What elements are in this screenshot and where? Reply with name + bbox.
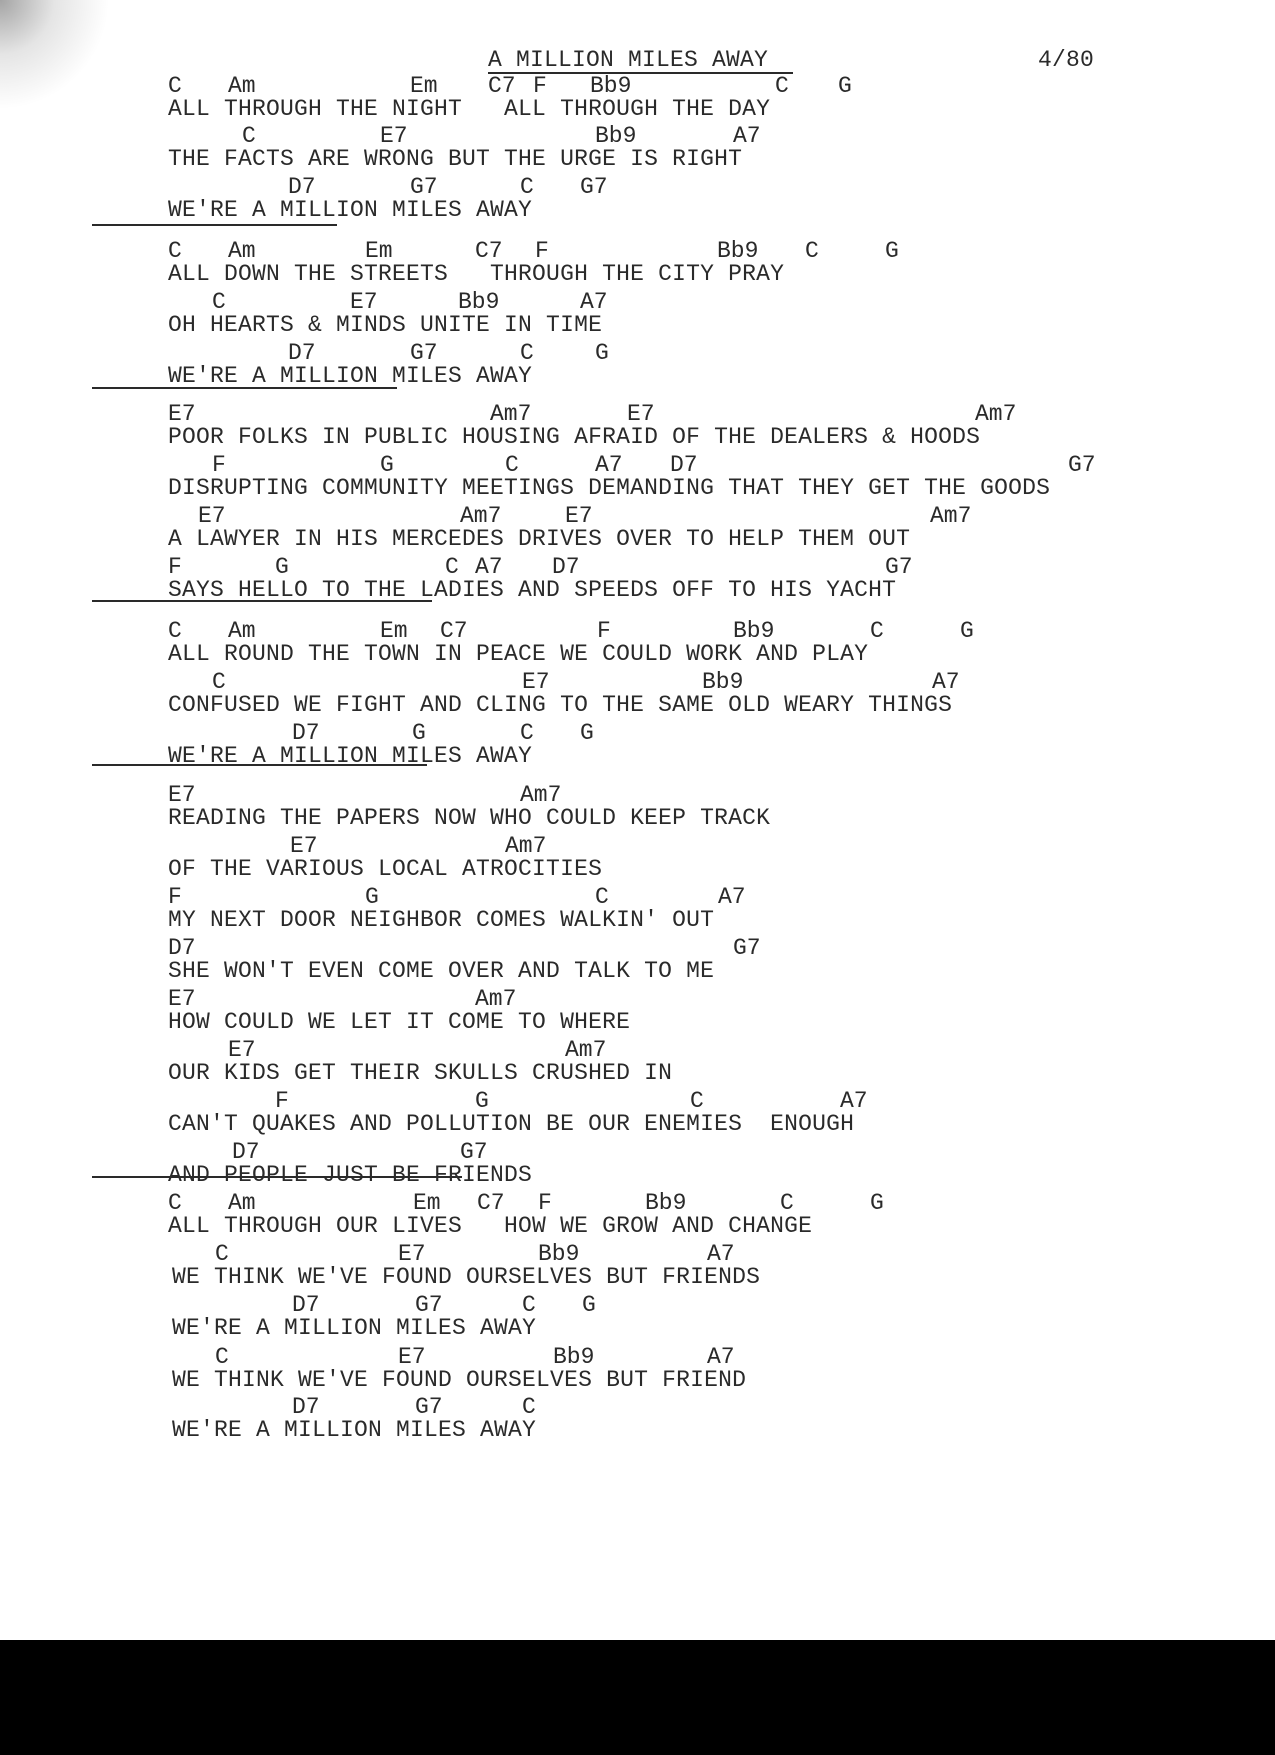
chord-symbol: F — [275, 1088, 289, 1114]
chord-symbol: D7 — [552, 554, 580, 580]
lyric-line: OH HEARTS & MINDS UNITE IN TIME — [168, 312, 603, 338]
lyric-line: WE'RE A MILLION MILES AWAY — [172, 1315, 537, 1341]
chord-symbol: G — [475, 1088, 489, 1114]
chord-symbol: C — [870, 618, 884, 644]
lyric-line: WE'RE A MILLION MILES AWAY — [168, 197, 533, 223]
chord-symbol: G — [380, 452, 394, 478]
chord-symbol: C — [520, 720, 534, 746]
chord-symbol: A7 — [707, 1344, 735, 1370]
chord-symbol: Em — [410, 73, 438, 99]
chord-symbol: Am7 — [930, 503, 972, 529]
scan-edge-speckle — [0, 0, 110, 110]
chord-symbol: G7 — [415, 1394, 443, 1420]
scan-bottom-band — [0, 1640, 1275, 1755]
lyric-line: ALL THROUGH THE NIGHT ALL THROUGH THE DAY — [168, 96, 771, 122]
chord-symbol: F — [533, 73, 547, 99]
chord-symbol: C — [522, 1394, 536, 1420]
chord-symbol: Em — [413, 1190, 441, 1216]
chord-symbol: Am — [228, 73, 256, 99]
chord-symbol: G — [275, 554, 289, 580]
chord-symbol: D7 — [168, 935, 196, 961]
section-rule — [92, 224, 337, 226]
chord-symbol: G7 — [580, 174, 608, 200]
lyric-line: ALL ROUND THE TOWN IN PEACE WE COULD WORK AND PLAY — [168, 641, 869, 667]
section-rule — [92, 764, 427, 766]
chord-symbol: D7 — [670, 452, 698, 478]
page-mark: 4/80 — [1038, 47, 1095, 73]
chord-symbol: D7 — [292, 1394, 320, 1420]
lyric-line: OUR KIDS GET THEIR SKULLS CRUSHED IN — [168, 1060, 673, 1086]
lyric-line: SAYS HELLO TO THE LADIES AND SPEEDS OFF TO HIS YACHT — [168, 577, 897, 603]
chord-symbol: A7 — [718, 884, 746, 910]
chord-symbol: G7 — [410, 174, 438, 200]
lyric-line: MY NEXT DOOR NEIGHBOR COMES WALKIN' OUT — [168, 907, 715, 933]
chord-symbol: E7 — [350, 289, 378, 315]
chord-symbol: C — [168, 238, 182, 264]
chord-symbol: D7 — [288, 340, 316, 366]
lyric-line: WE'RE A MILLION MILES AWAY — [168, 743, 533, 769]
chord-symbol: Bb9 — [733, 618, 775, 644]
chord-symbol: A7 — [707, 1241, 735, 1267]
chord-symbol: C — [168, 73, 182, 99]
lyric-line: READING THE PAPERS NOW WHO COULD KEEP TRACK — [168, 805, 771, 831]
chord-symbol: C — [505, 452, 519, 478]
chord-symbol: Em — [380, 618, 408, 644]
chord-symbol: F — [212, 452, 226, 478]
chord-symbol: Bb9 — [717, 238, 759, 264]
chord-symbol: E7 — [398, 1241, 426, 1267]
section-rule — [92, 1176, 462, 1178]
chord-symbol: G7 — [410, 340, 438, 366]
chord-symbol: A7 — [840, 1088, 868, 1114]
chord-symbol: Em — [365, 238, 393, 264]
chord-symbol: G — [580, 720, 594, 746]
chord-symbol: Am7 — [490, 401, 532, 427]
lyric-line: CONFUSED WE FIGHT AND CLING TO THE SAME OLD WEARY THINGS — [168, 692, 953, 718]
chord-symbol: C7 — [477, 1190, 505, 1216]
chord-symbol: G — [960, 618, 974, 644]
chord-symbol: E7 — [380, 123, 408, 149]
chord-symbol: G7 — [1068, 452, 1096, 478]
lyric-line: WE THINK WE'VE FOUND OURSELVES BUT FRIEND — [172, 1367, 747, 1393]
chord-symbol: Bb9 — [645, 1190, 687, 1216]
chord-symbol: Bb9 — [595, 123, 637, 149]
lyric-line: A LAWYER IN HIS MERCEDES DRIVES OVER TO HELP THEM OUT — [168, 526, 911, 552]
chord-symbol: G7 — [460, 1139, 488, 1165]
chord-symbol: C — [212, 289, 226, 315]
chord-symbol: Am7 — [505, 833, 547, 859]
lyric-line: CAN'T QUAKES AND POLLUTION BE OUR ENEMIES ENOUGH — [168, 1111, 855, 1137]
chord-symbol: A7 — [733, 123, 761, 149]
chord-symbol: D7 — [292, 1292, 320, 1318]
lyric-line: WE'RE A MILLION MILES AWAY — [168, 363, 533, 389]
chord-symbol: G — [885, 238, 899, 264]
chord-symbol: E7 — [228, 1037, 256, 1063]
chord-symbol: C — [805, 238, 819, 264]
chord-symbol: D7 — [288, 174, 316, 200]
chord-symbol: C — [520, 340, 534, 366]
lyric-line: WE THINK WE'VE FOUND OURSELVES BUT FRIENDS — [172, 1264, 761, 1290]
lyric-line: WE'RE A MILLION MILES AWAY — [172, 1417, 537, 1443]
chord-symbol: C7 — [475, 238, 503, 264]
chord-symbol: E7 — [168, 401, 196, 427]
chord-symbol: Bb9 — [590, 73, 632, 99]
chord-symbol: C — [215, 1344, 229, 1370]
chord-symbol: D7 — [232, 1139, 260, 1165]
chord-symbol: E7 — [290, 833, 318, 859]
chord-symbol: C — [215, 1241, 229, 1267]
chord-symbol: A7 — [580, 289, 608, 315]
chord-symbol: C7 — [488, 73, 516, 99]
chord-symbol: Am — [228, 618, 256, 644]
chord-symbol: Bb9 — [553, 1344, 595, 1370]
chord-symbol: F — [538, 1190, 552, 1216]
chord-symbol: F — [597, 618, 611, 644]
chord-symbol: Bb9 — [458, 289, 500, 315]
chord-symbol: C — [520, 174, 534, 200]
chord-symbol: C — [168, 1190, 182, 1216]
lyric-line: POOR FOLKS IN PUBLIC HOUSING AFRAID OF THE DEALERS & HOODS — [168, 424, 981, 450]
lyric-line: AND PEOPLE JUST BE FRIENDS — [168, 1162, 533, 1188]
chord-symbol: Am7 — [475, 986, 517, 1012]
chord-symbol: Am7 — [460, 503, 502, 529]
lyric-line: ALL THROUGH OUR LIVES HOW WE GROW AND CHANGE — [168, 1213, 813, 1239]
chord-symbol: G — [582, 1292, 596, 1318]
chord-symbol: C — [690, 1088, 704, 1114]
chord-symbol: A7 — [475, 554, 503, 580]
chord-symbol: F — [168, 884, 182, 910]
chord-symbol: G7 — [415, 1292, 443, 1318]
chord-symbol: C — [595, 884, 609, 910]
chord-symbol: C — [242, 123, 256, 149]
chord-symbol: G7 — [885, 554, 913, 580]
chord-symbol: F — [535, 238, 549, 264]
chord-symbol: Am7 — [520, 782, 562, 808]
chord-symbol: D7 — [292, 720, 320, 746]
chord-symbol: G7 — [733, 935, 761, 961]
chord-symbol: A7 — [932, 669, 960, 695]
chord-symbol: C — [212, 669, 226, 695]
chord-symbol: C — [775, 73, 789, 99]
chord-symbol: C7 — [440, 618, 468, 644]
section-rule — [92, 387, 397, 389]
chord-symbol: E7 — [565, 503, 593, 529]
chord-symbol: C — [522, 1292, 536, 1318]
chord-symbol: G — [870, 1190, 884, 1216]
lyric-line: HOW COULD WE LET IT COME TO WHERE — [168, 1009, 631, 1035]
chord-symbol: C — [780, 1190, 794, 1216]
chord-symbol: G — [838, 73, 852, 99]
chord-symbol: A7 — [595, 452, 623, 478]
chord-symbol: Am7 — [975, 401, 1017, 427]
lyric-line: THE FACTS ARE WRONG BUT THE URGE IS RIGHT — [168, 146, 743, 172]
chord-symbol: E7 — [627, 401, 655, 427]
chord-symbol: Bb9 — [538, 1241, 580, 1267]
chord-symbol: Bb9 — [702, 669, 744, 695]
lyric-line: SHE WON'T EVEN COME OVER AND TALK TO ME — [168, 958, 715, 984]
chord-symbol: G — [595, 340, 609, 366]
section-rule — [92, 600, 432, 602]
chord-symbol: Am — [228, 1190, 256, 1216]
chord-symbol: C — [445, 554, 459, 580]
chord-symbol: E7 — [522, 669, 550, 695]
lyric-line: DISRUPTING COMMUNITY MEETINGS DEMANDING THAT THEY GET THE GOODS — [168, 475, 1051, 501]
lyric-line: ALL DOWN THE STREETS THROUGH THE CITY PRAY — [168, 261, 785, 287]
chord-symbol: E7 — [168, 782, 196, 808]
page-title: A MILLION MILES AWAY — [488, 47, 769, 73]
chord-symbol: E7 — [198, 503, 226, 529]
chord-symbol: C — [168, 618, 182, 644]
lyric-line: OF THE VARIOUS LOCAL ATROCITIES — [168, 856, 603, 882]
chord-symbol: G — [412, 720, 426, 746]
chord-symbol: Am7 — [565, 1037, 607, 1063]
chord-symbol: E7 — [168, 986, 196, 1012]
chord-symbol: F — [168, 554, 182, 580]
chord-symbol: Am — [228, 238, 256, 264]
chord-symbol: E7 — [398, 1344, 426, 1370]
chord-symbol: G — [365, 884, 379, 910]
